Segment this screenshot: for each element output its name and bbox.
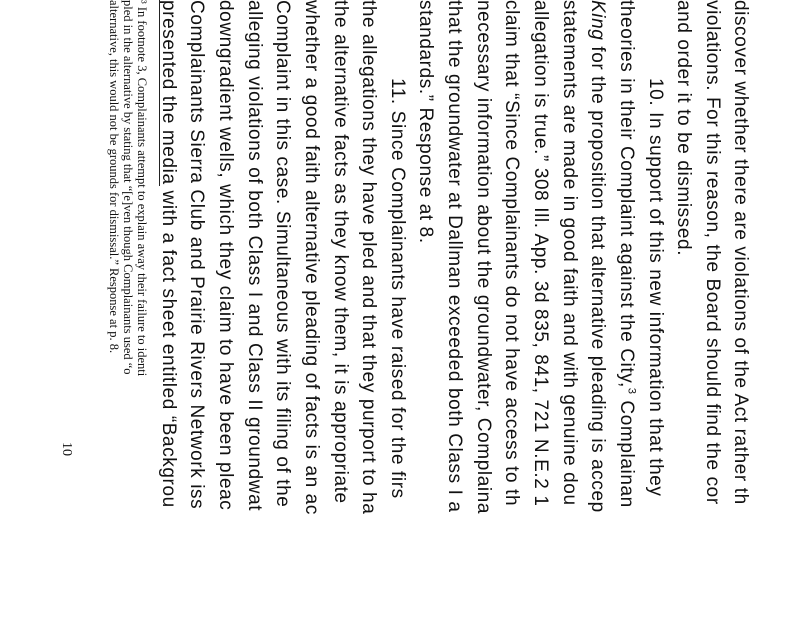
body-line-9: claim that “Since Complainants do not have access to th [501, 0, 522, 507]
body-line-1: discover whether there are violations of the Act rather th [730, 0, 751, 505]
body-line-21: presented the media with a fact sheet entitled “Backgrou [158, 0, 179, 508]
rotated-text-block [52, 0, 752, 618]
body-line-19: downgradient wells, which they claim to have been pleac [215, 0, 236, 511]
paragraph-10-line-1: 10. In support of this new information that they [645, 78, 666, 497]
body-line-15: the alternative facts as they know them, it is appropriate [330, 0, 351, 504]
body-line-16: whether a good faith alternative pleading of facts is an ac [301, 0, 322, 515]
page-number: 10 [59, 442, 74, 456]
body-line-7: statements are made in good faith and with genuine dou [559, 0, 580, 506]
body-line-6: King for the proposition that alternative pleading is accep [587, 0, 608, 513]
footnote-line-3: alternative, this would not be grounds for dismissal.” Response at p. 8. [107, 0, 121, 354]
body-line-17: Complaint in this case. Simultaneous with its filing of the [272, 0, 293, 508]
paragraph-11-line-1: 11. Since Complainants have raised for the firs [387, 78, 408, 499]
footnote-line-2: pled in the alternative by stating that “[e]ven though Complainants used “o [121, 0, 135, 375]
body-line-5: theories in their Complaint against the City,$^3$ Complainan [616, 0, 638, 508]
body-line-20: Complainants Sierra Club and Prairie Rivers Network iss [186, 0, 207, 510]
body-line-11: that the groundwater at Dallman exceeded both Class I a [444, 0, 465, 513]
body-line-10: necessary information about the groundwater, Complaina [473, 0, 494, 515]
body-line-18: alleging violations of both Class I and Class II groundwat [244, 0, 265, 512]
body-line-12: standards.” Response at 8. [415, 0, 436, 244]
footnote-line-1: ³ In footnote 3, Complainants attempt to explain away their failure to identi [135, 0, 149, 377]
footnote-rule [159, 0, 160, 186]
body-line-14: the allegations they have pled and that they purport to ha [358, 0, 379, 515]
body-line-8: allegation is true.” 308 Ill. App. 3d 835, 841, 721 N.E.2 1 [530, 0, 551, 507]
body-line-3: and order it to be dismissed. [673, 0, 694, 257]
body-line-2: violations. For this reason, the Board should find the cor [702, 0, 723, 505]
